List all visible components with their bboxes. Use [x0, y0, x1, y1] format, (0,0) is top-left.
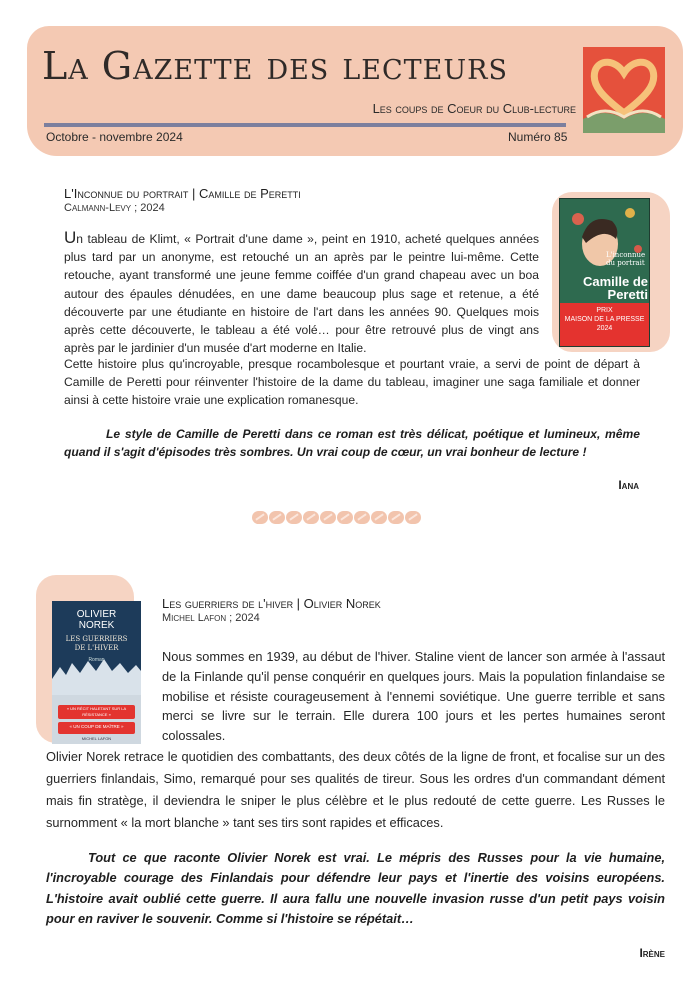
review1-publisher: Calmann-Levy ; 2024: [64, 202, 165, 214]
cover2-publisher: MICHEL LAFON: [81, 736, 112, 741]
review2-signature: Irène: [639, 946, 665, 960]
cover2-title: LES GUERRIERS DE L'HIVER: [65, 635, 128, 652]
header-rule: [44, 123, 566, 127]
cover2-author-last: NOREK: [78, 620, 115, 631]
review1-signature: Iana: [618, 478, 639, 492]
dropcap: U: [64, 228, 77, 247]
cover2-band-1: « UN RÉCIT HALETANT SUR LA RÉSISTANCE »: [66, 706, 127, 717]
book-cover-guerriers: [52, 601, 141, 744]
review2-publisher: Michel Lafon ; 2024: [162, 612, 260, 624]
cover-author: Camille de Peretti: [582, 274, 648, 302]
issue-number: Numéro 85: [508, 130, 568, 144]
review1-quote: Le style de Camille de Peretti dans ce roman est très délicat, poétique et lumineux, même quand il s'agit d'épisodes très sombres. Un vrai coup de cœur, un vrai bonheur de lecture !: [64, 427, 640, 460]
newsletter-subtitle: Les coups de Coeur du Club-lecture: [372, 101, 576, 116]
review2-quote: Tout ce que raconte Olivier Norek est vrai. Le mépris des Russes pour la vie humaine, l'incroyable courage des Finlandais pour défendre leur pays et l'inertie des voisins européens. L'histoire avait oublié cette guerre. Il aura fallu une nouvelle invasion russe d'un petit pays voisin pour en raviver le souvenir. Comme si l'histoire se répétait…: [46, 850, 665, 927]
issue-date: Octobre - novembre 2024: [46, 130, 183, 144]
review1-heading: L'Inconnue du portrait | Camille de Peretti: [64, 186, 301, 201]
cover-prize-year: 2024: [596, 325, 613, 332]
review1-paragraph-2: Cette histoire plus qu'incroyable, presque rocambolesque et pourtant vraie, a servi de point de départ à Camille de Peretti pour réinventer l'histoire de la dame du tableau, imaginer une saga familiale et donner ainsi à cette histoire vraie une explication romanesque.: [64, 357, 640, 408]
review2-paragraph-2: Olivier Norek retrace le quotidien des combattants, des deux côtés de la ligne de front, et focalise sur un des guerriers finlandais, Simo, remarqué pour ses qualités de tireur. Sous les ordres d'un commandant dément mais fin stratège, il deviendra le sniper le plus célèbre et le plus redouté de cette guerre. Les Russes le surnomment « la mort blanche » tant ses tirs sont rapides et efficaces.: [46, 749, 665, 830]
cover-small-title: L'inconnue du portrait: [606, 251, 646, 267]
cover-prize-1: PRIX: [596, 307, 613, 314]
review2-heading: Les guerriers de l'hiver | Olivier Norek: [162, 596, 381, 611]
book-cover-inconnue: [559, 198, 650, 347]
review1-paragraph-1: Un tableau de Klimt, « Portrait d'une dame », peint en 1910, acheté quelques années plus tard par un anonyme, est retouché un an après par le peintre lui-même. Cette retouche, ayant transformé une jeune femme coiffée d'un grand chapeau avec un boa autour des épaules dénudées, en une dame beaucoup plus sage et retenue, a été découverte par une étudiante en histoire de l'art dans les années 90. Quelques mois après cette découverte, le tableau a été volé… pour être retrouvé plus de vingt ans après par le jardinier d'un musée d'art moderne en Italie.: [64, 228, 539, 356]
heart-book-icon: [583, 47, 665, 133]
cover2-author-first: OLIVIER: [76, 609, 117, 620]
newsletter-title: La Gazette des lecteurs: [42, 44, 508, 88]
section-divider: [252, 511, 421, 524]
cover2-genre: Roman: [88, 657, 105, 663]
review2-paragraph-1: Nous sommes en 1939, au début de l'hiver. Staline vient de lancer son armée à l'assaut de la Finlande qu'il pense conquérir en quelques jours. Mais la population finlandaise se mobilise et résiste courageusement à l'ennemi soviétique. Une guerre terrible et sans merci se livre sur le terrain. Elle durera 100 jours et les pertes humaines seront colossales.: [162, 649, 665, 744]
cover-prize-2: MAISON DE LA PRESSE: [564, 316, 645, 323]
cover2-band-2: « UN COUP DE MAÎTRE »: [69, 724, 124, 729]
